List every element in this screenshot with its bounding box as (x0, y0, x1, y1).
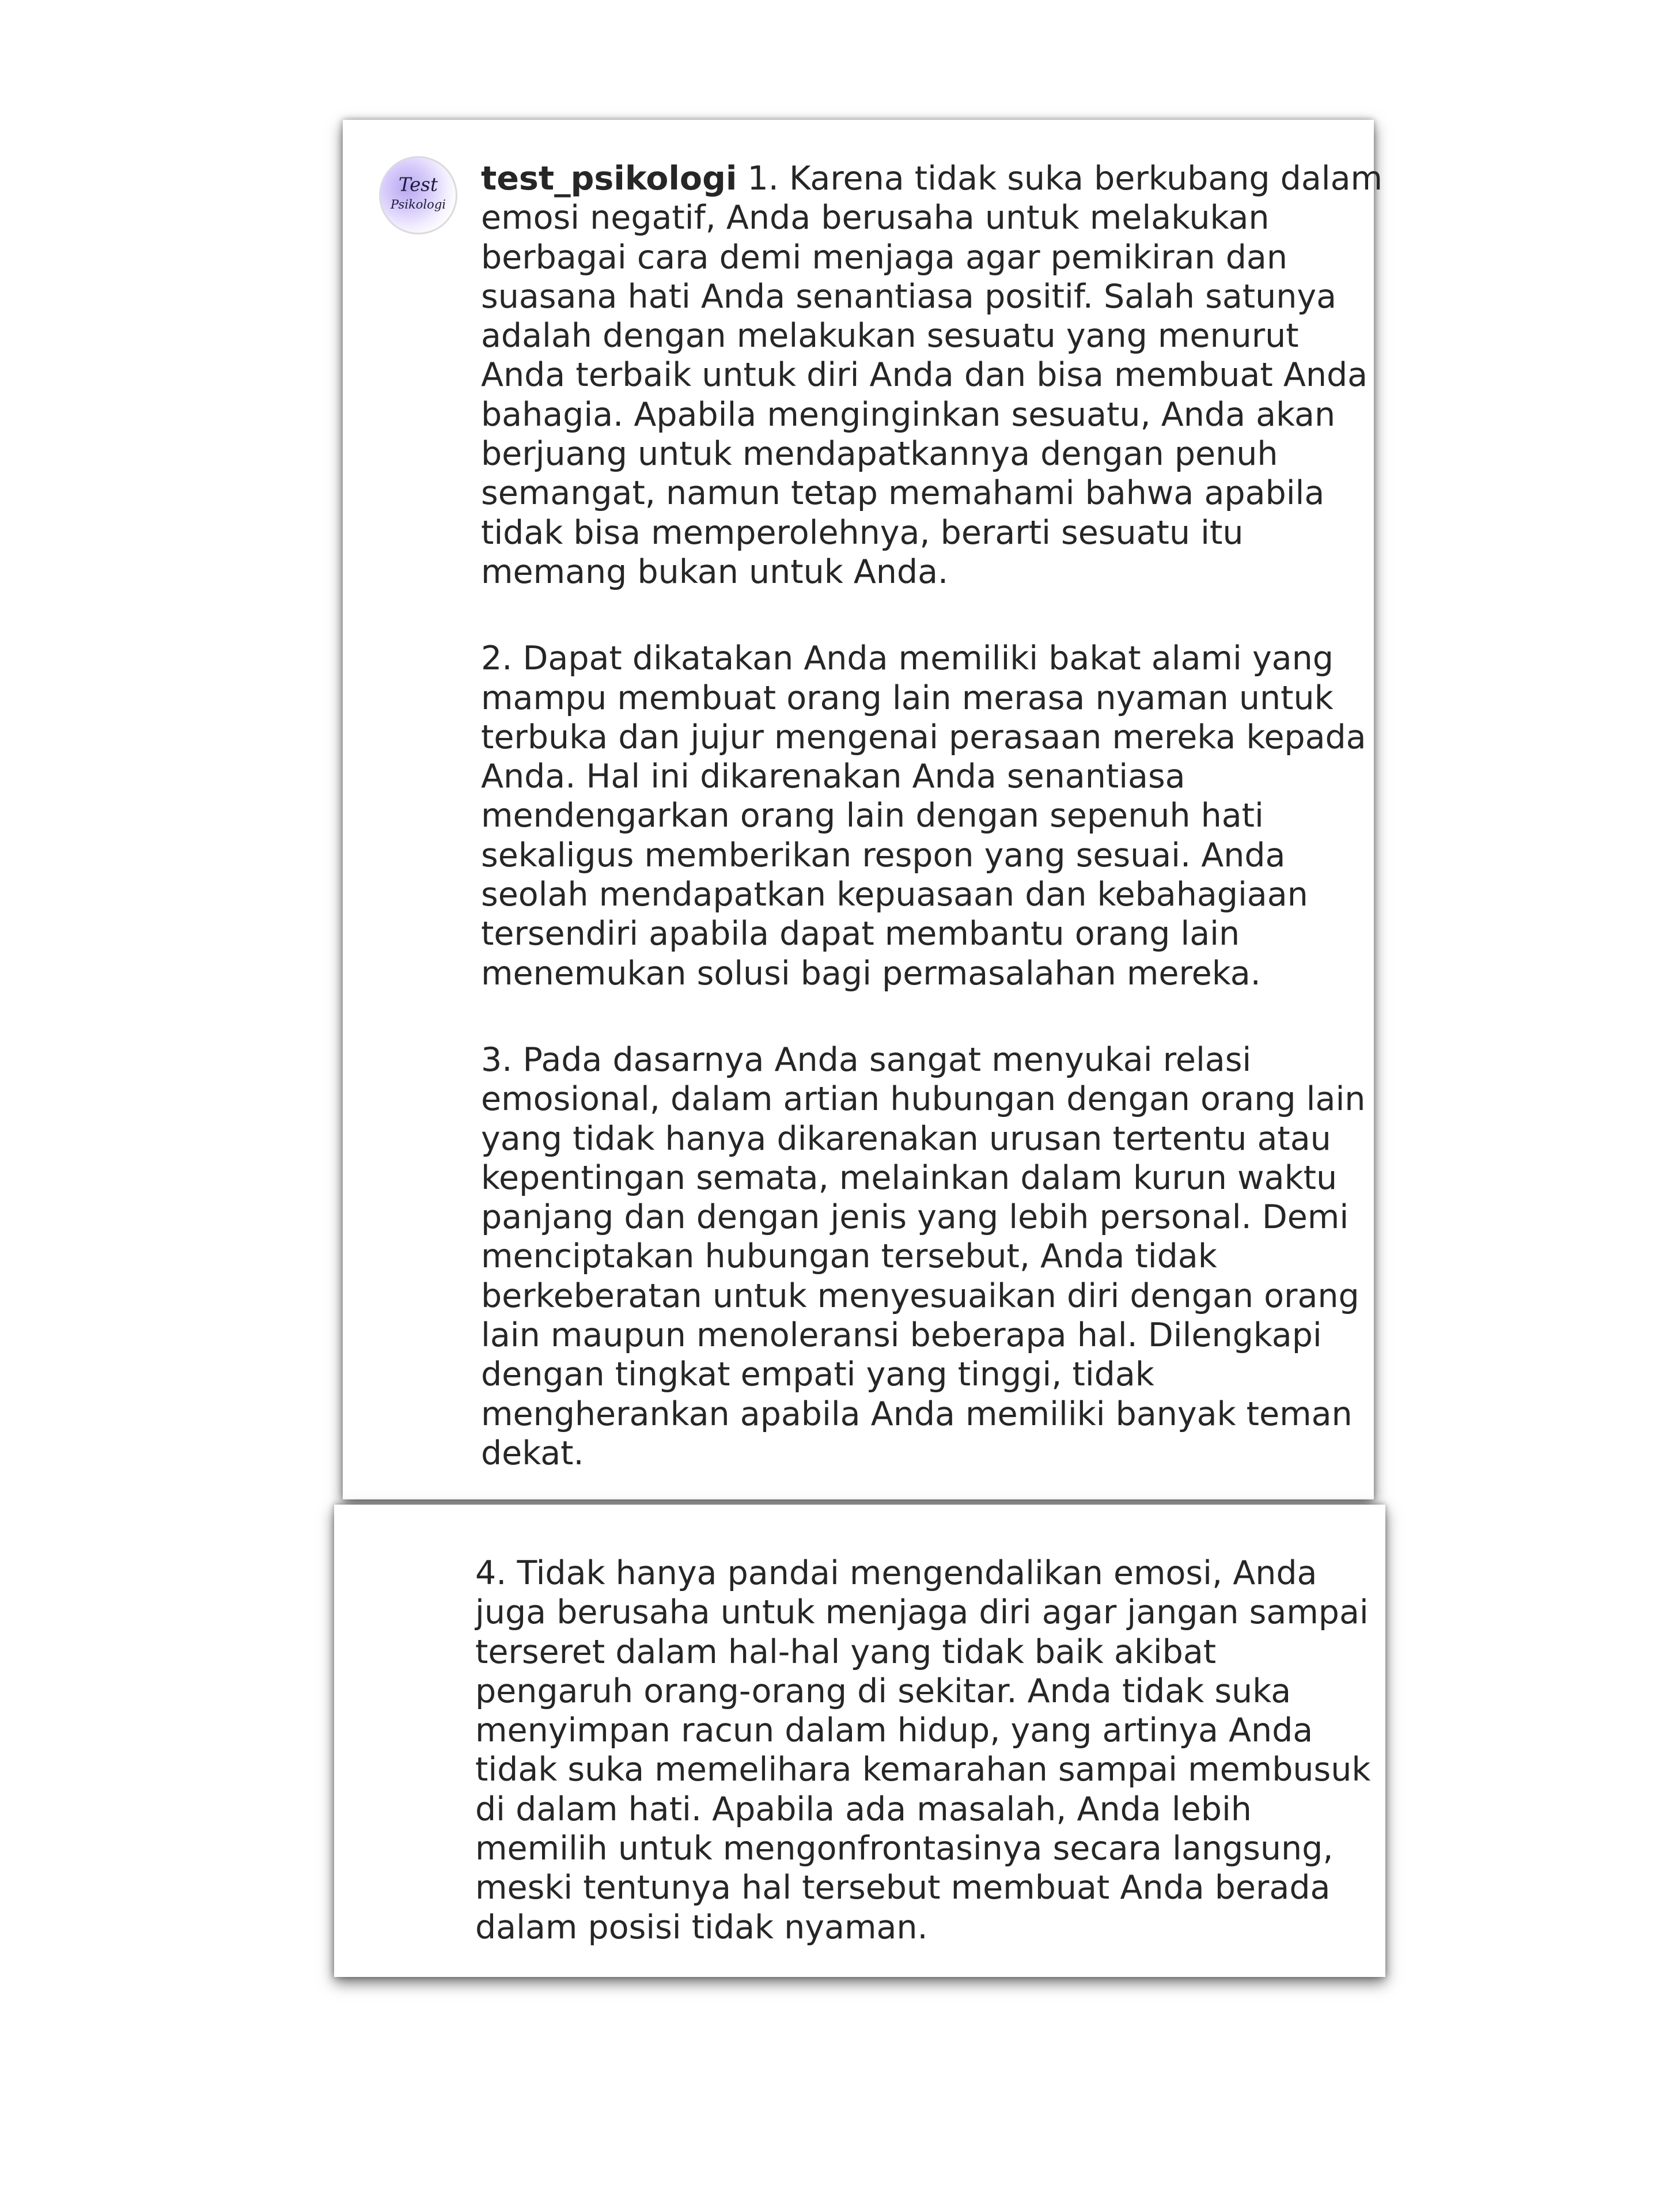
caption-line: panjang dan dengan jenis yang lebih personal. Demi (481, 1198, 1349, 1237)
caption-line: emosional, dalam artian hubungan dengan orang lain (481, 1080, 1366, 1119)
caption-line: di dalam hati. Apabila ada masalah, Anda lebih (475, 1790, 1252, 1828)
caption-line: suasana hati Anda senantiasa positif. Salah satunya (481, 277, 1337, 316)
caption-paragraph-2 (481, 639, 1366, 993)
caption-line: dekat. (481, 1434, 584, 1472)
caption-line: meski tentunya hal tersebut membuat Anda berada (475, 1869, 1331, 1907)
caption-line: dengan tingkat empati yang tinggi, tidak (481, 1355, 1154, 1394)
caption-line: mendengarkan orang lain dengan sepenuh hati (481, 797, 1264, 835)
caption-line: dalam posisi tidak nyaman. (475, 1908, 928, 1946)
svg-text:Test: Test (398, 173, 438, 196)
caption-line: emosi negatif, Anda berusaha untuk melakukan (481, 199, 1270, 237)
caption-line: tidak suka memelihara kemarahan sampai membusuk (475, 1751, 1371, 1789)
caption-line: tidak bisa memperolehnya, berarti sesuatu itu (481, 513, 1244, 552)
caption-line: juga berusaha untuk menjaga diri agar jangan sampai (475, 1593, 1369, 1632)
svg-text:Psikologi: Psikologi (390, 196, 446, 211)
caption-line: berjuang untuk mendapatkannya dengan penuh (481, 435, 1278, 474)
caption-line: Anda. Hal ini dikarenakan Anda senantiasa (481, 757, 1185, 796)
caption-line: memang bukan untuk Anda. (481, 552, 949, 591)
caption-line: bahagia. Apabila menginginkan sesuatu, Anda akan (481, 395, 1336, 434)
username-link[interactable]: test_psikologi (481, 160, 737, 198)
caption-line: sekaligus memberikan respon yang sesuai. Anda (481, 836, 1286, 874)
caption-line: 4. Tidak hanya pandai mengendalikan emosi, Anda (475, 1554, 1317, 1592)
caption-line: terseret dalam hal-hal yang tidak baik akibat (475, 1633, 1217, 1671)
caption-line: Anda terbaik untuk diri Anda dan bisa membuat Anda (481, 356, 1368, 395)
profile-avatar[interactable] (379, 156, 457, 234)
caption-line: test_psikologi 1. Karena tidak suka berkubang dalam (481, 160, 1383, 198)
caption-paragraph-3 (481, 1040, 1366, 1473)
caption-line: semangat, namun tetap memahami bahwa apabila (481, 474, 1325, 513)
caption-line: seolah mendapatkan kepuasaan dan kebahagiaan (481, 876, 1308, 914)
caption-line: lain maupun menoleransi beberapa hal. Dilengkapi (481, 1316, 1322, 1355)
caption-text-continuation (475, 1554, 1377, 1947)
caption-line: pengaruh orang-orang di sekitar. Anda tidak suka (475, 1672, 1291, 1710)
caption-line: 2. Dapat dikatakan Anda memiliki bakat alami yang (481, 639, 1334, 678)
caption-line: adalah dengan melakukan sesuatu yang menurut (481, 317, 1299, 355)
caption-paragraph-1 (481, 159, 1383, 592)
caption-line: mampu membuat orang lain merasa nyaman untuk (481, 679, 1334, 717)
caption-line: memilih untuk mengonfrontasinya secara langsung, (475, 1830, 1334, 1868)
caption-line: berkeberatan untuk menyesuaikan diri dengan orang (481, 1277, 1359, 1315)
avatar-logo (381, 158, 456, 233)
caption-card-top (343, 120, 1383, 1499)
caption-line: menciptakan hubungan tersebut, Anda tidak (481, 1237, 1217, 1276)
caption-line: menemukan solusi bagi permasalahan mereka. (481, 954, 1261, 993)
caption-line: tersendiri apabila dapat membantu orang lain (481, 915, 1240, 953)
caption-line: yang tidak hanya dikarenakan urusan tertentu atau (481, 1119, 1331, 1158)
caption-paragraph-4 (475, 1554, 1377, 1947)
caption-line: berbagai cara demi menjaga agar pemikiran dan (481, 238, 1287, 276)
caption-card-bottom (334, 1505, 1385, 1977)
caption-line: kepentingan semata, melainkan dalam kurun waktu (481, 1158, 1338, 1197)
caption-text (481, 159, 1383, 1473)
caption-line: menyimpan racun dalam hidup, yang artinya Anda (475, 1711, 1313, 1750)
caption-line: mengherankan apabila Anda memiliki banyak teman (481, 1395, 1353, 1433)
caption-line: terbuka dan jujur mengenai perasaan mereka kepada (481, 718, 1366, 756)
caption-line: 3. Pada dasarnya Anda sangat menyukai relasi (481, 1040, 1252, 1079)
